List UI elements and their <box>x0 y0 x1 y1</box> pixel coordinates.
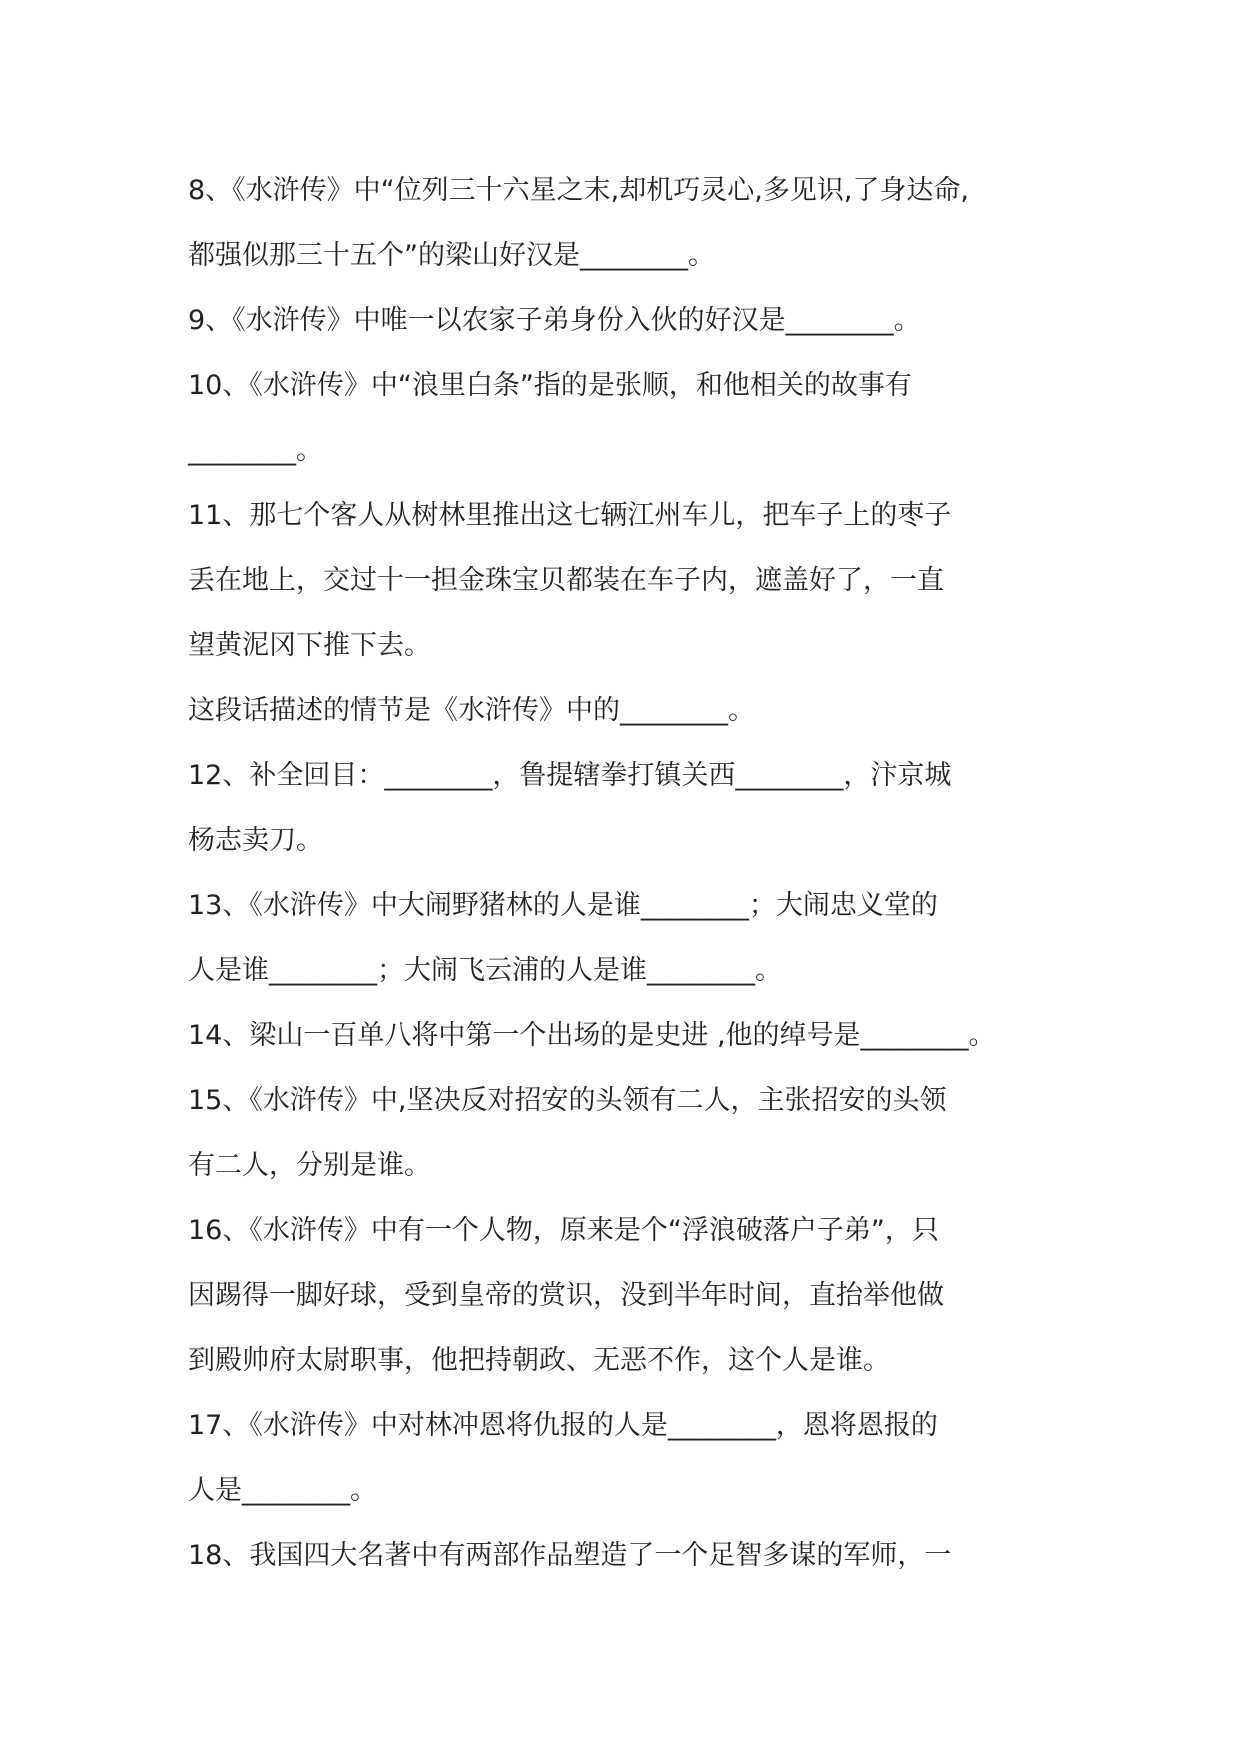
text-line: 杨志卖刀。 <box>188 825 323 856</box>
text-line: 14、梁山一百单八将中第一个出场的是史进 ,他的绰号是________。 <box>188 1020 996 1051</box>
text-line: 10、《水浒传》中“浪里白条”指的是张顺，和他相关的故事有 <box>188 370 912 401</box>
text-line: 9、《水浒传》中唯一以农家子弟身份入伙的好汉是________。 <box>188 305 921 336</box>
text-line: 有二人，分别是谁。 <box>188 1150 431 1181</box>
text-line: 丢在地上，交过十一担金珠宝贝都装在车子内，遮盖好了，一直 <box>188 565 944 596</box>
text-line: 11、那七个客人从树林里推出这七辆江州车儿，把车子上的枣子 <box>188 500 952 531</box>
text-line: 人是谁________；大闹飞云浦的人是谁________。 <box>188 955 782 986</box>
text-line: 17、《水浒传》中对林冲恩将仇报的人是________，恩将恩报的 <box>188 1410 938 1441</box>
text-line: 15、《水浒传》中,坚决反对招安的头领有二人，主张招安的头领 <box>188 1085 947 1116</box>
text-line: 8、《水浒传》中“位列三十六星之末,却机巧灵心,多见识,了身达命, <box>188 175 969 206</box>
text-line: 13、《水浒传》中大闹野猪林的人是谁________；大闹忠义堂的 <box>188 890 938 921</box>
text-line: 望黄泥冈下推下去。 <box>188 630 431 661</box>
text-line: 12、补全回目：________，鲁提辖拳打镇关西________，汴京城 <box>188 760 952 791</box>
text-line: ________。 <box>188 435 323 466</box>
text-line: 因踢得一脚好球，受到皇帝的赏识，没到半年时间，直抬举他做 <box>188 1280 944 1311</box>
text-line: 18、我国四大名著中有两部作品塑造了一个足智多谋的军师，一 <box>188 1540 952 1571</box>
document-text <box>188 158 1068 1588</box>
text-line: 都强似那三十五个”的梁山好汉是________。 <box>188 240 715 271</box>
text-line: 到殿帅府太尉职事，他把持朝政、无恶不作，这个人是谁。 <box>188 1345 890 1376</box>
text-line: 人是________。 <box>188 1475 377 1506</box>
text-line: 这段话描述的情节是《水浒传》中的________。 <box>188 695 755 726</box>
text-line: 16、《水浒传》中有一个人物，原来是个“浮浪破落户子弟”，只 <box>188 1215 939 1246</box>
